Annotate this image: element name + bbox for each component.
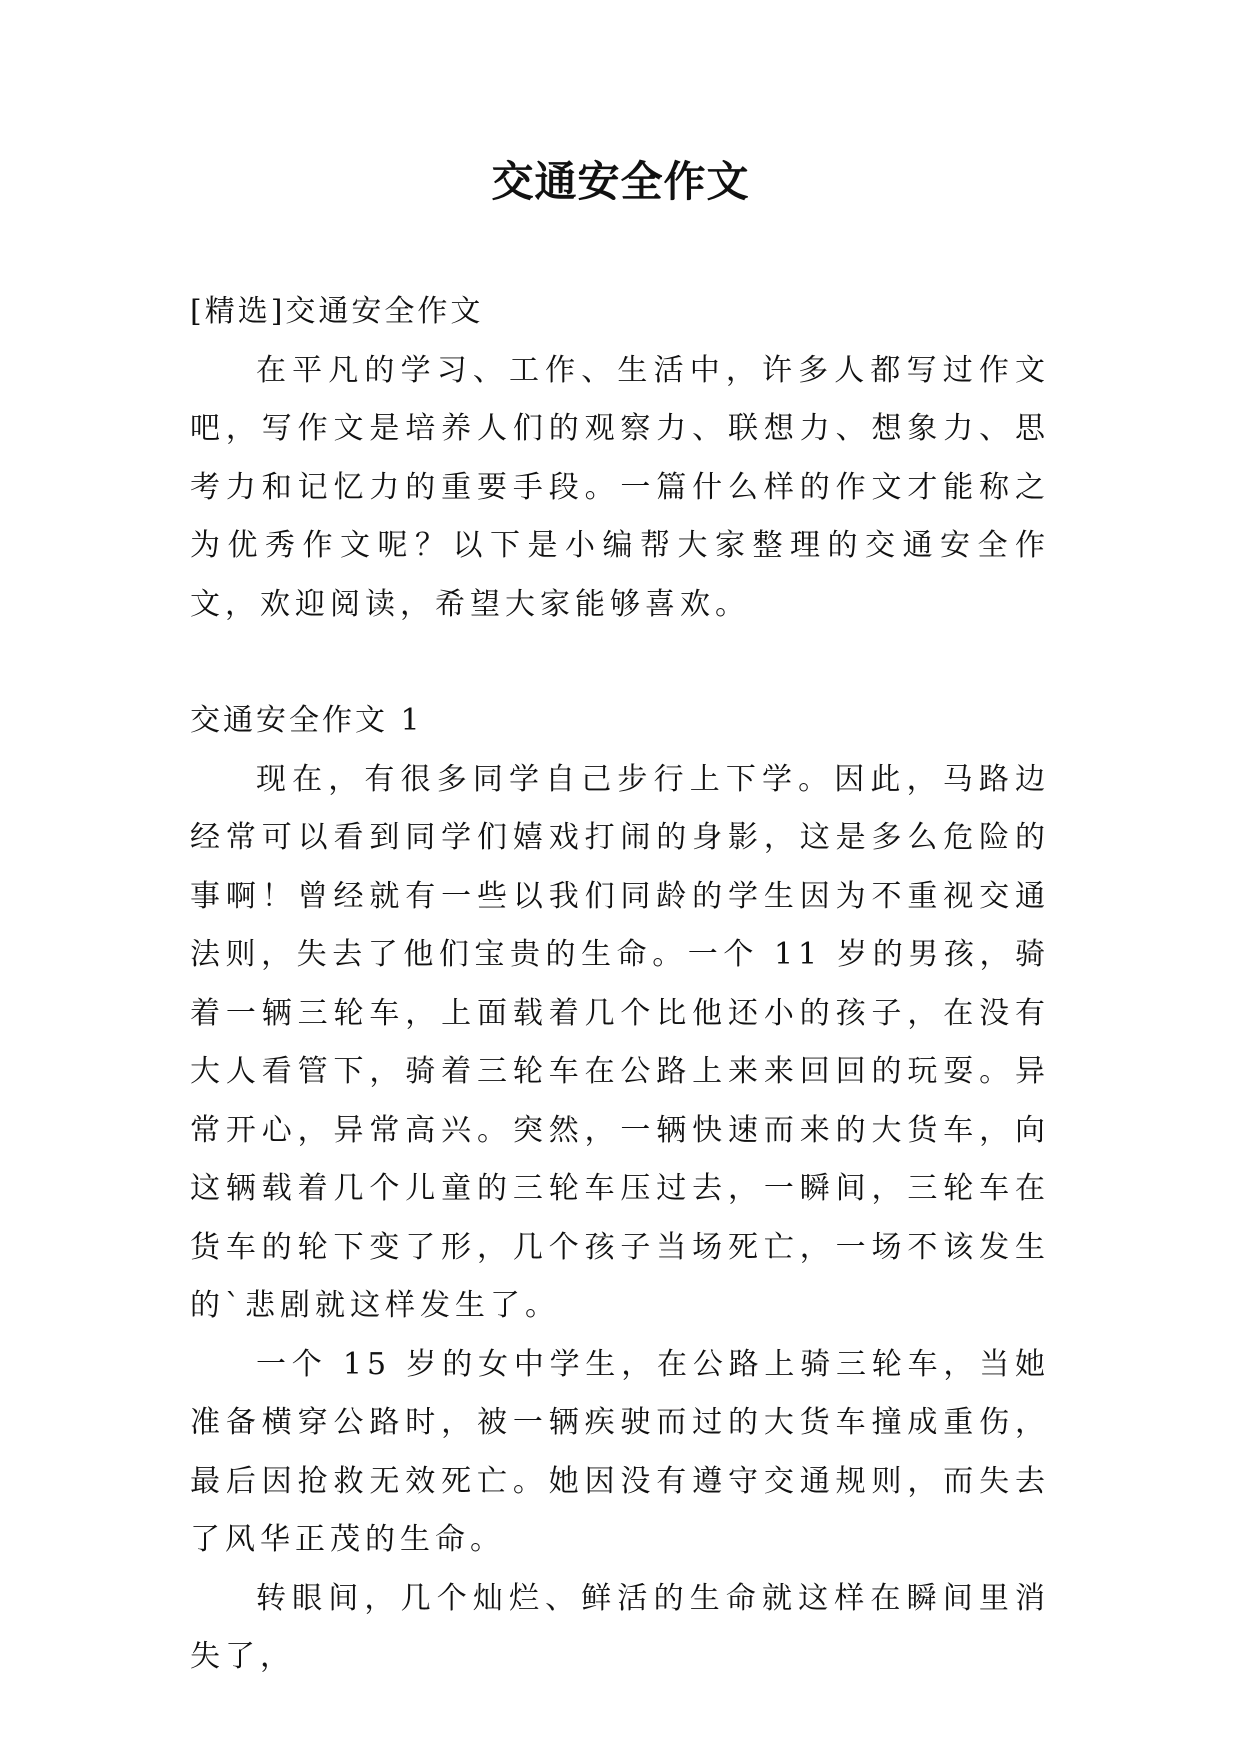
document-subtitle: [精选]交通安全作文 [190,294,484,329]
document-title: 交通安全作文 [491,157,750,206]
body-paragraph-1: 现在，有很多同学自己步行上下学。因此，马路边经常可以看到同学们嬉戏打闹的身影，这是多么危险的事啊！曾经就有一些以我们同龄的学生因为不重视交通法则，失去了他们宝贵的生命。一个 11 岁的男孩，骑着一辆三轮车，上面载着几个比他还小的孩子，在没有大人看管下，骑着三轮车在公路上来来回回的玩耍。异常开心，异常高兴。突然，一辆快速而来的大货车，向这辆载着几个儿童的三轮车压过去，一瞬间，三轮车在货车的轮下变了形，几个孩子当场死亡，一场不该发生的`悲剧就这样发生了。 [190,761,1050,1323]
body-paragraph-3: 转眼间，几个灿烂、鲜活的生命就这样在瞬间里消失了， [190,1580,1050,1674]
body-paragraph-2: 一个 15 岁的女中学生，在公路上骑三轮车，当她准备横穿公路时，被一辆疾驶而过的大货车撞成重伤，最后因抢救无效死亡。她因没有遵守交通规则，而失去了风华正茂的生命。 [190,1346,1050,1557]
section-heading: 交通安全作文 1 [190,703,423,738]
document-body [190,283,1050,1687]
intro-paragraph: 在平凡的学习、工作、生活中，许多人都写过作文吧，写作文是培养人们的观察力、联想力、想象力、思考力和记忆力的重要手段。一篇什么样的作文才能称之为优秀作文呢？以下是小编帮大家整理的交通安全作文，欢迎阅读，希望大家能够喜欢。 [190,352,1050,622]
